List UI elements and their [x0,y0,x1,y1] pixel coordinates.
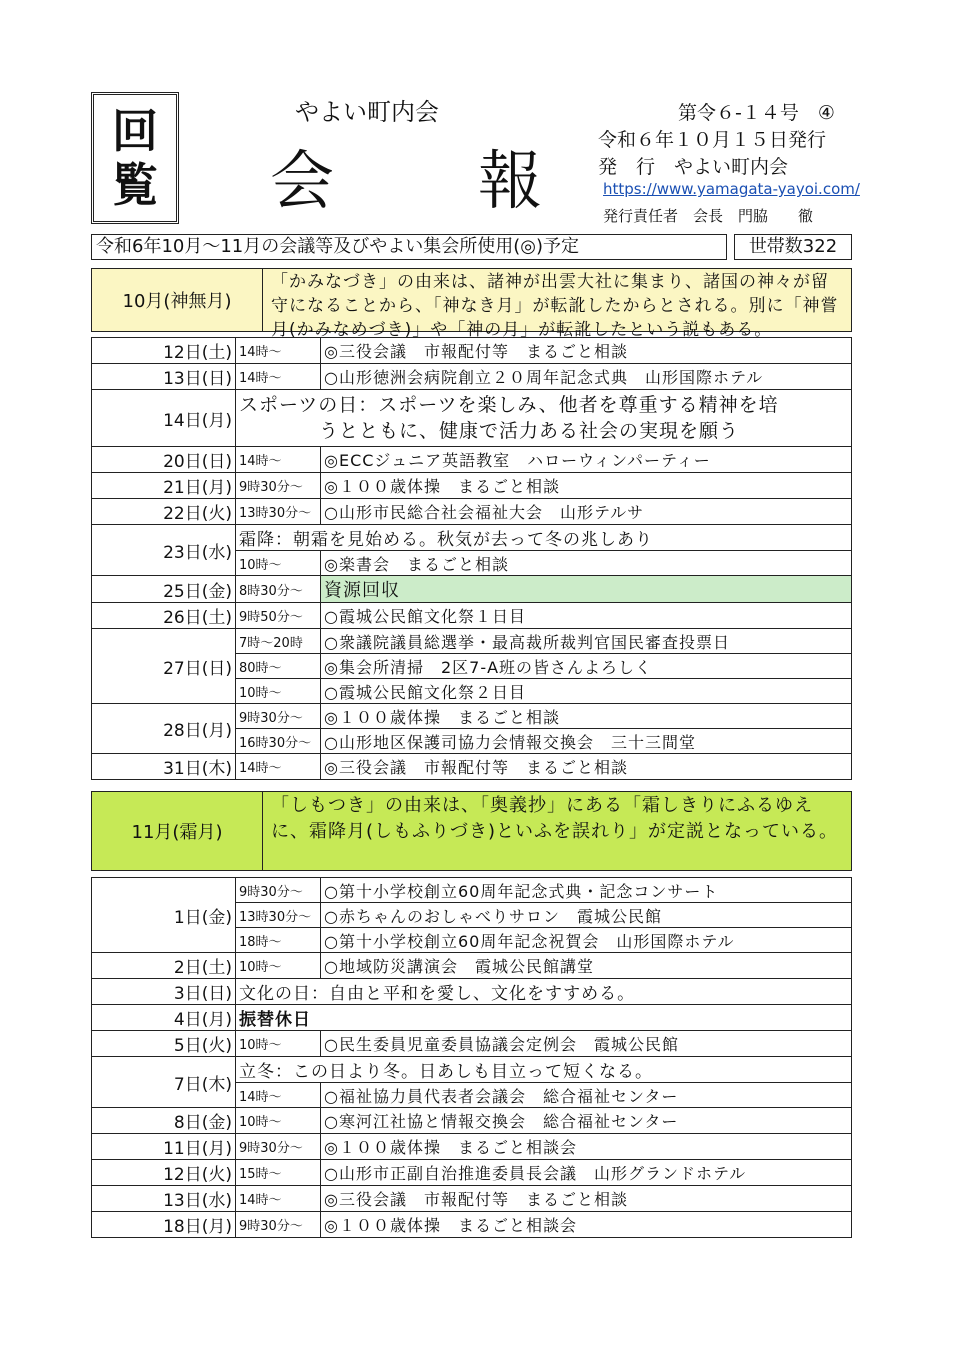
table-row [92,1212,852,1238]
table-row [92,1057,852,1083]
event-cell: ○赤ちゃんのおしゃべりサロン 霞城公民館 [321,903,852,928]
day-cell: 12日(火) [92,1160,236,1186]
day-cell: 1日(金) [92,878,236,953]
time-cell: 7時～20時 [236,629,321,654]
holiday-cell: 文化の日：自由と平和を愛し、文化をすすめる。 [236,979,852,1005]
table-row [92,1108,852,1134]
event-cell: ○山形市正副自治推進委員長会議 山形グランドホテル [321,1160,852,1186]
time-cell: 14時～ [236,338,321,364]
time-cell: 15時～ [236,1160,321,1186]
table-row [92,1134,852,1160]
table-row [92,576,852,603]
day-cell: 21日(月) [92,473,236,499]
day-cell: 2日(土) [92,953,236,979]
day-cell: 23日(水) [92,525,236,576]
event-cell: ◎１００歳体操 まるごと相談 [321,473,852,499]
event-cell: ◎１００歳体操 まるごと相談会 [321,1134,852,1160]
day-cell: 8日(金) [92,1108,236,1134]
october-schedule [91,337,852,780]
holiday-cell: 振替休日 [236,1005,852,1031]
table-row [92,525,852,551]
table-row [92,473,852,499]
day-cell: 5日(火) [92,1031,236,1057]
event-cell: ○地域防災講演会 霞城公民館講堂 [321,953,852,979]
day-cell: 7日(木) [92,1057,236,1108]
time-cell: 14時～ [236,364,321,390]
event-cell: ○第十小学校創立60周年記念祝賀会 山形国際ホテル [321,928,852,953]
november-schedule [91,877,852,1238]
time-cell: 14時～ [236,754,321,780]
holiday-line-2: うとともに、健康で活力ある社会の実現を願う [239,420,740,442]
time-cell: 14時～ [236,1186,321,1212]
table-row [92,754,852,780]
event-cell: ◎集会所清掃 2区7-A班の皆さんよろしく [321,654,852,679]
holiday-cell: 霜降：朝霜を見始める。秋気が去って冬の兆しあり [236,525,852,551]
table-row [92,1031,852,1057]
newsletter-title: 会 報 [270,145,582,219]
event-cell: ○山形市民総合社会福祉大会 山形テルサ [321,499,852,525]
day-cell: 26日(土) [92,603,236,629]
kairan-char-1: 回 [112,104,158,158]
issue-number: 第令６-１４号 ④ [678,102,835,124]
time-cell: 16時30分～ [236,729,321,754]
event-cell: ○福祉協力員代表者会議会 総合福祉センター [321,1083,852,1108]
kairan-box [91,92,179,224]
november-banner [91,791,852,871]
october-description: 「かみなづき」の由来は、諸神が出雲大社に集まり、諸国の神々が留守になることから、「神なき月」が転訛したからとされる。別に「神嘗月(かみなめづき)」や「神の月」が転訛したという説もある。 [271,272,839,340]
event-cell: 資源回収 [321,576,852,603]
event-cell: ◎ECCジュニア英語教室 ハローウィンパーティー [321,447,852,473]
day-cell: 28日(月) [92,704,236,754]
event-cell: ○山形徳洲会病院創立２０周年記念式典 山形国際ホテル [321,364,852,390]
time-cell: 10時～ [236,953,321,979]
event-cell: ○霞城公民館文化祭２日目 [321,679,852,704]
day-cell: 12日(土) [92,338,236,364]
time-cell: 8時30分～ [236,576,321,603]
time-cell: 9時30分～ [236,704,321,729]
issue-date: 令和６年１０月１５日発行 [598,129,827,151]
day-cell: 27日(日) [92,629,236,704]
time-cell: 9時30分～ [236,473,321,499]
event-cell: ○民生委員児童委員協議会定例会 霞城公民館 [321,1031,852,1057]
table-row [92,338,852,364]
org-name: やよい町内会 [295,98,439,126]
time-cell: 10時～ [236,679,321,704]
table-row [92,1160,852,1186]
time-cell: 13時30分～ [236,499,321,525]
event-cell: ◎三役会議 市報配付等 まるごと相談 [321,338,852,364]
day-cell: 31日(木) [92,754,236,780]
table-row [92,603,852,629]
event-cell: ◎三役会議 市報配付等 まるごと相談 [321,1186,852,1212]
table-row [92,953,852,979]
household-count: 世帯数322 [734,234,852,260]
table-row [92,390,852,447]
time-cell: 13時30分～ [236,903,321,928]
day-cell: 25日(金) [92,576,236,603]
day-cell: 4日(月) [92,1005,236,1031]
day-cell: 14日(月) [92,390,236,447]
kairan-char-2: 覧 [112,158,158,212]
event-cell: ○霞城公民館文化祭１日目 [321,603,852,629]
event-cell: ○山形地区保護司協力会情報交換会 三十三間堂 [321,729,852,754]
table-row [92,979,852,1005]
time-cell: 80時～ [236,654,321,679]
november-description: 「しもつき」の由来は、「奥義抄」にある「霜しきりにふるゆえに、霜降月(しもふりづき)といふを誤れり」が定説となっている。 [271,795,839,842]
october-name: 10月(神無月) [92,269,263,331]
table-row [92,364,852,390]
time-cell: 9時30分～ [236,1212,321,1238]
event-cell: ○衆議院議員総選挙・最高裁所裁判官国民審査投票日 [321,629,852,654]
day-cell: 3日(日) [92,979,236,1005]
table-row [92,447,852,473]
time-cell: 10時～ [236,1031,321,1057]
holiday-cell [236,390,852,447]
table-row [92,1005,852,1031]
event-cell: ○寒河江社協と情報交換会 総合福祉センター [321,1108,852,1134]
table-row [92,704,852,729]
table-row [92,499,852,525]
table-row [92,878,852,903]
event-cell: ◎三役会議 市報配付等 まるごと相談 [321,754,852,780]
issuer: 発 行 やよい町内会 [598,156,789,178]
day-cell: 18日(月) [92,1212,236,1238]
time-cell: 9時30分～ [236,1134,321,1160]
day-cell: 13日(日) [92,364,236,390]
time-cell: 9時50分～ [236,603,321,629]
holiday-line-1: スポーツの日：スポーツを楽しみ、他者を尊重する精神を培 [239,394,779,416]
event-cell: ○第十小学校創立60周年記念式典・記念コンサート [321,878,852,903]
responsible-person: 発行責任者 会長 門脇 徹 [603,207,814,225]
time-cell: 10時～ [236,1108,321,1134]
table-row [92,1186,852,1212]
time-cell: 9時30分～ [236,878,321,903]
day-cell: 22日(火) [92,499,236,525]
day-cell: 11日(月) [92,1134,236,1160]
day-cell: 13日(水) [92,1186,236,1212]
event-cell: ◎楽書会 まるごと相談 [321,551,852,576]
october-banner [91,268,852,340]
time-cell: 10時～ [236,551,321,576]
event-cell: ◎１００歳体操 まるごと相談会 [321,1212,852,1238]
table-row [92,629,852,654]
time-cell: 14時～ [236,1083,321,1108]
schedule-heading: 令和6年10月～11月の会議等及びやよい集会所使用(◎)予定 [91,234,727,260]
holiday-cell: 立冬：この日より冬。日あしも目立って短くなる。 [236,1057,852,1083]
day-cell: 20日(日) [92,447,236,473]
time-cell: 18時～ [236,928,321,953]
november-name: 11月(霜月) [92,792,263,870]
event-cell: ◎１００歳体操 まるごと相談 [321,704,852,729]
website-link[interactable]: https://www.yamagata-yayoi.com/ [603,180,860,198]
time-cell: 14時～ [236,447,321,473]
